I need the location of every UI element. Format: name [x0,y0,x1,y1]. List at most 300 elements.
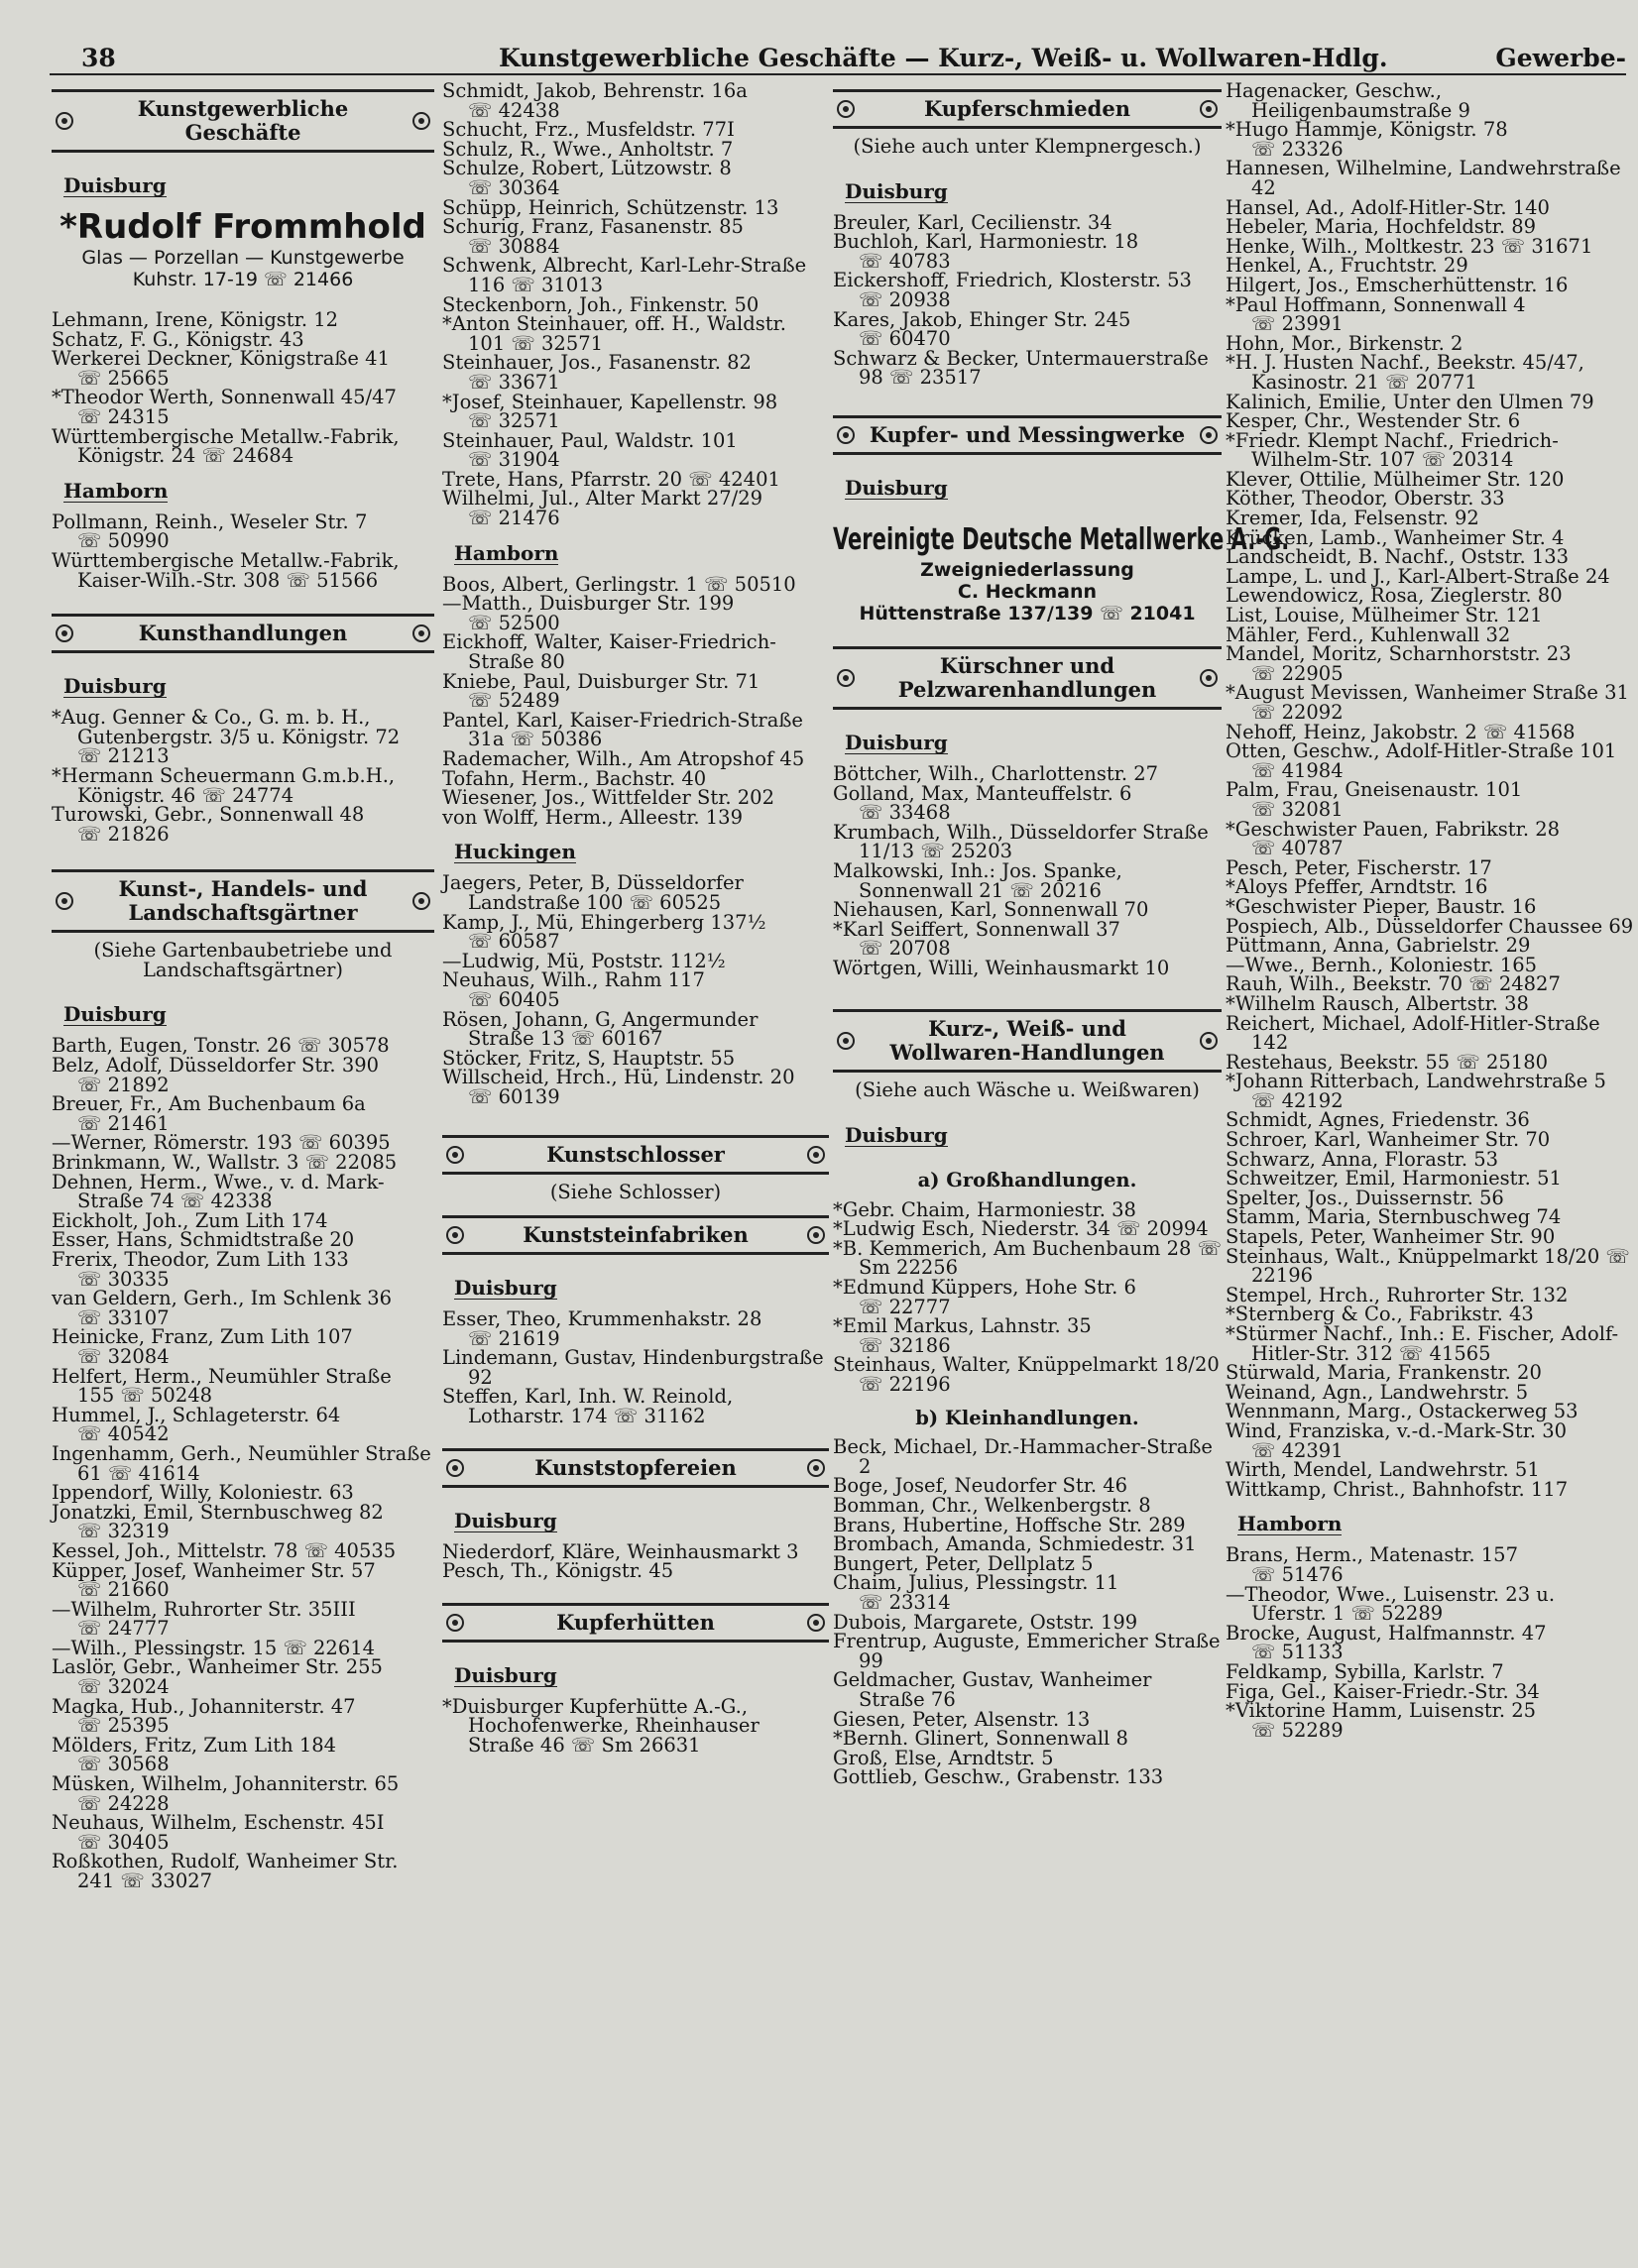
phone-number: ☏ 42438 [468,98,560,122]
directory-entry [442,1309,829,1348]
directory-entry [52,1538,434,1562]
directory-entry [1226,1130,1634,1150]
directory-entry [52,1056,434,1094]
entry-text: Kalinich, Emilie, Unter den Ulmen 79 [1226,390,1594,413]
entry-text: Steinhauer, Paul, Waldstr. 101 [442,428,738,452]
entry-text: Steffen, Karl, Inh. W. Reinold, Lotharstr. 174 ☏ 31162 [442,1385,734,1428]
directory-entry [833,1316,1222,1355]
directory-entry [1226,780,1634,819]
entry-text: Krücken, Lamb., Wanheimer Str. 4 [1226,525,1565,549]
entry-text: Neuhaus, Wilhelm, Eschenstr. 45I [52,1811,385,1835]
phone-number: ☏ 24777 [77,1617,170,1641]
directory-entry [52,512,434,551]
entry-text: Tofahn, Herm., Bachstr. 40 [442,766,707,790]
entry-text: Barth, Eugen, Tonstr. 26 ☏ 30578 [52,1034,390,1058]
location-heading: Duisburg [454,1662,557,1687]
entry-text: —Ludwig, Mü, Poststr. 112½ [442,949,726,972]
entry-text: Mähler, Ferd., Kuhlenwall 32 [1226,623,1511,646]
entry-text: Kares, Jakob, Ehinger Str. 245 [833,307,1131,331]
phone-number: ☏ 60405 [468,987,560,1011]
location-heading: Duisburg [845,730,948,754]
directory-entry [52,1364,434,1408]
entry-text: van Geldern, Gerh., Im Schlenk 36 [52,1287,393,1310]
location-heading: Hamborn [1237,1512,1343,1536]
directory-entry [1226,1324,1634,1363]
entry-text: —Wilhelm, Ruhrorter Str. 35III [52,1597,356,1621]
directory-entry [1226,428,1634,472]
entry-text: Rauh, Wilh., Beekstr. 70 ☏ 24827 [1226,972,1561,996]
directory-entry [1226,606,1634,625]
entry-list [52,310,434,466]
entry-text: Esser, Theo, Krummenhakstr. 28 [442,1307,762,1331]
bullet-icon [1200,1032,1218,1050]
entry-text: Geldmacher, Gustav, Wanheimer Straße 76 [833,1668,1152,1711]
entry-text: Pesch, Th., Königstr. 45 [442,1559,674,1583]
entry-text: Wilhelmi, Jul., Alter Markt 27/29 [442,487,763,510]
ad-line: Kuhstr. 17-19 ☏ 21466 [132,269,354,290]
subsection-heading: a) Großhandlungen. [917,1169,1137,1192]
entry-text: Steinhaus, Walt., Knüppelmarkt 18/20 ☏ 22196 [1226,1244,1630,1288]
page-title: Kunstgewerbliche Geschäfte — Kurz-, Weiß- u. Wollwaren-Hdlg. [499,44,1388,72]
entry-text: Ippendorf, Willy, Koloniestr. 63 [52,1481,354,1505]
entry-text: Neuhaus, Wilh., Rahm 117 [442,968,705,992]
entry-text: Kamp, J., Mü, Ehingerberg 137½ [442,910,766,934]
entry-text: Niederdorf, Kläre, Weinhausmarkt 3 [442,1539,799,1563]
section-heading-kunststein: Kunststeinfabriken [442,1215,829,1255]
bullet-icon [56,112,73,130]
entry-text: Feldkamp, Sybilla, Karlstr. 7 [1226,1659,1504,1683]
directory-entry [833,858,1222,902]
directory-entry [1226,547,1634,567]
entry-text: Frentrup, Auguste, Emmericher Straße 99 [833,1630,1221,1672]
directory-entry [1226,1011,1634,1055]
location-heading: Duisburg [454,1508,557,1532]
directory-entry [442,314,829,353]
entry-text: *Aloys Pfeffer, Arndtstr. 16 [1226,875,1488,899]
directory-entry [1226,1701,1634,1740]
entry-text: Brinkmann, W., Wallstr. 3 ☏ 22085 [52,1151,398,1175]
section-heading-kunststopf: Kunststopfereien [442,1448,829,1488]
cross-reference: (Siehe auch Wäsche u. Weißwaren) [855,1078,1200,1102]
directory-entry [442,805,829,829]
entry-text: —Werner, Römerstr. 193 ☏ 60395 [52,1131,391,1155]
entry-text: Pantel, Karl, Kaiser-Friedrich-Straße 31a ☏ 50386 [442,708,803,751]
phone-number: ☏ 21619 [468,1326,560,1350]
entry-text: —Matth., Duisburger Str. 199 [442,592,735,616]
entry-text: Schroer, Karl, Wanheimer Str. 70 [1226,1128,1551,1152]
section-heading-kunsthandlungen: Kunsthandlungen [52,614,434,653]
location-heading: Duisburg [845,1123,948,1148]
entry-list [442,1539,829,1583]
entry-text: Hohn, Mor., Birkenstr. 2 [1226,331,1463,355]
directory-entry [442,1385,829,1428]
entry-text: Schatz, F. G., Königstr. 43 [52,327,304,351]
entry-text: *Anton Steinhauer, off. H., Waldstr. 101 ☏ 32571 [442,312,786,355]
entry-text: *Edmund Küppers, Hohe Str. 6 [833,1276,1136,1300]
entry-text: *Theodor Werth, Sonnenwall 45/47 [52,386,397,409]
directory-entry [833,1236,1223,1280]
directory-entry [442,749,829,769]
directory-entry [52,708,434,766]
directory-entry [52,1774,434,1813]
entry-text: Eickholt, Joh., Zum Lith 174 [52,1208,328,1232]
entry-text: Wirth, Mendel, Landwehrstr. 51 [1226,1458,1540,1482]
ad-line: Hüttenstraße 137/139 ☏ 21041 [859,602,1196,624]
page-number: 38 [81,44,116,72]
entry-text: *B. Kemmerich, Am Buchenbaum 28 ☏ Sm 22256 [833,1236,1223,1280]
directory-entry [833,1632,1222,1670]
phone-number: ☏ 23326 [1251,137,1344,161]
section-heading-kunstgewerbliche: Kunstgewerbliche Geschäfte [52,89,434,153]
directory-entry [52,349,434,388]
entry-text: Wiesener, Jos., Wittfelder Str. 202 [442,786,774,810]
phone-number: ☏ 32081 [1251,797,1344,821]
directory-entry [1226,1418,1634,1462]
entry-text: Stürwald, Maria, Frankenstr. 20 [1226,1361,1542,1385]
entry-text: *Stürmer Nachf., Inh.: E. Fischer, Adolf-Hitler-Str. 312 ☏ 41565 [1226,1322,1619,1365]
bullet-icon [446,1146,464,1164]
directory-entry [52,1655,434,1699]
phone-number: ☏ 42391 [1251,1438,1344,1462]
entry-text: Breuler, Karl, Cecilienstr. 34 [833,210,1112,234]
phone-number: ☏ 23314 [859,1590,951,1614]
entry-text: Kremer, Ida, Felsenstr. 92 [1226,507,1479,530]
entry-list [442,81,829,528]
directory-entry [1226,1477,1634,1501]
entry-text: *Gebr. Chaim, Harmoniestr. 38 [833,1197,1136,1221]
entry-text: *Hugo Hammje, Königstr. 78 [1226,118,1508,142]
entry-text: *Duisburger Kupferhütte A.-G., Hochofenwerke, Rheinhauser Straße 46 ☏ Sm 26631 [442,1694,760,1758]
directory-entry [1226,877,1634,897]
bullet-icon [807,1146,825,1164]
entry-text: Brocke, August, Halfmannstr. 47 [1226,1621,1547,1644]
ad-name: *Rudolf Frommhold [59,207,426,247]
phone-number: ☏ 21213 [77,744,170,768]
entry-list [442,572,829,829]
bullet-icon [56,624,73,642]
entry-text: *Emil Markus, Lahnstr. 35 [833,1314,1092,1338]
entry-text: Kessel, Joh., Mittelstr. 78 ☏ 40535 [52,1538,397,1562]
entry-text: *Sternberg & Co., Fabrikstr. 43 [1226,1303,1534,1326]
phone-number: ☏ 31904 [468,448,560,472]
entry-text: Brombach, Amanda, Schmiedestr. 31 [833,1532,1197,1556]
directory-entry [1226,1244,1634,1288]
directory-entry [442,390,829,433]
directory-entry [1226,894,1634,918]
entry-text: Eickershoff, Friedrich, Klosterstr. 53 [833,269,1192,292]
directory-entry [1226,991,1634,1015]
entry-text: Schmidt, Agnes, Friedenstr. 36 [1226,1108,1530,1132]
location-heading: Duisburg [845,475,948,500]
directory-entry [52,1441,434,1485]
phone-number: ☏ 32186 [859,1333,951,1357]
entry-text: Schmidt, Jakob, Behrenstr. 16a [442,79,748,102]
phone-number: ☏ 20938 [859,287,951,311]
entry-text: Eickhoff, Walter, Kaiser-Friedrich-Straße 80 [442,630,776,674]
directory-entry [833,956,1222,979]
phone-number: ☏ 50990 [77,529,170,553]
directory-entry [833,1278,1222,1316]
phone-number: ☏ 23991 [1251,312,1344,336]
directory-entry [833,1534,1222,1554]
entry-text: von Wolff, Herm., Alleestr. 139 [442,805,743,829]
entry-text: Stamm, Maria, Sternbuschweg 74 [1226,1205,1562,1229]
entry-text: Böttcher, Wilh., Charlottenstr. 27 [833,761,1159,785]
bullet-icon [837,100,855,118]
entry-text: Rösen, Johann, G, Angermunder Straße 13 ☏ 60167 [442,1007,759,1051]
entry-text: Niehausen, Karl, Sonnenwall 70 [833,898,1149,922]
entry-text: Bungert, Peter, Dellplatz 5 [833,1551,1094,1575]
entry-text: Schucht, Frz., Musfeldstr. 77I [442,118,735,142]
entry-text: Rademacher, Wilh., Am Atropshof 45 [442,747,805,770]
entry-text: Hannesen, Wilhelmine, Landwehrstraße 42 [1226,157,1621,199]
directory-entry [52,388,434,426]
entry-text: *Friedr. Klempt Nachf., Friedrich-Wilhelm-Str. 107 ☏ 20314 [1226,428,1559,472]
phone-number: ☏ 33468 [859,801,951,825]
directory-entry [52,310,434,330]
bullet-icon [837,426,855,444]
entry-text: Reichert, Michael, Adolf-Hitler-Straße 142 [1226,1011,1600,1055]
entry-text: Roßkothen, Rudolf, Wanheimer Str. 241 ☏ 33027 [52,1850,399,1892]
entry-list [833,1197,1223,1396]
location-heading: Huckingen [454,840,576,864]
entry-text: Willscheid, Hrch., Hü, Lindenstr. 20 [442,1066,795,1089]
directory-entry [1226,1072,1634,1110]
directory-entry [1226,217,1634,237]
bullet-icon [446,1226,464,1244]
phone-number: ☏ 52500 [468,611,560,634]
phone-number: ☏ 30364 [468,175,560,199]
entry-list [442,873,829,1106]
phone-number: ☏ 32319 [77,1520,170,1543]
section-heading-kupferschmieden: Kupferschmieden [833,89,1222,129]
phone-number: ☏ 40542 [77,1422,170,1446]
directory-entry [442,910,829,954]
directory-entry [52,1170,434,1213]
entry-text: *Wilhelm Rausch, Albertstr. 38 [1226,991,1529,1015]
phone-number: ☏ 21826 [77,822,170,846]
entry-text: Wittkamp, Christ., Bahnhofstr. 117 [1226,1477,1569,1501]
entry-text: Hummel, J., Schlageterstr. 64 [52,1403,341,1426]
entry-text: Boge, Josef, Neudorfer Str. 46 [833,1474,1128,1498]
location-heading: Duisburg [454,1276,557,1301]
bullet-icon [1200,669,1218,687]
column-1 [52,81,434,2252]
phone-number: ☏ 25665 [77,366,170,390]
entry-text: *August Mevissen, Wanheimer Straße 31 ☏ 22092 [1226,681,1629,724]
phone-number: ☏ 52489 [468,689,560,713]
directory-entry [1226,292,1634,336]
entry-text: Groß, Else, Arndtstr. 5 [833,1746,1054,1769]
phone-number: ☏ 32024 [77,1675,170,1699]
entry-text: Lindemann, Gustav, Hindenburgstraße 92 [442,1346,824,1389]
directory-entry [833,1729,1222,1749]
entry-text: *Hermann Scheuermann G.m.b.H., Königstr. 46 ☏ 24774 [52,763,396,807]
entry-text: Belz, Adolf, Düsseldorfer Str. 390 [52,1054,380,1077]
entry-text: *Geschwister Pauen, Fabrikstr. 28 [1226,817,1561,841]
entry-text: Hansel, Ad., Adolf-Hitler-Str. 140 [1226,195,1550,219]
directory-entry [833,1767,1222,1787]
entry-text: Gottlieb, Geschw., Grabenstr. 133 [833,1765,1164,1789]
directory-entry [833,900,1222,920]
entry-text: Pospiech, Alb., Düsseldorfer Chaussee 69 [1226,914,1634,938]
advertisement-vdm [833,521,1290,624]
entry-text: Stöcker, Fritz, S, Hauptstr. 55 [442,1046,736,1070]
column-4 [1226,81,1634,2252]
directory-entry [833,1219,1222,1239]
bullet-icon [446,1614,464,1632]
bullet-icon [446,1459,464,1477]
phone-number: ☏ 32571 [468,409,560,433]
entry-text: Esser, Hans, Schmidtstraße 20 [52,1228,355,1252]
directory-entry [1226,1460,1634,1480]
directory-entry [1226,1621,1634,1664]
directory-entry [52,1852,434,1890]
entry-text: Giesen, Peter, Alsenstr. 13 [833,1707,1091,1731]
entry-text: Otten, Geschw., Adolf-Hitler-Straße 101 ☏ 41984 [1226,739,1617,782]
phone-number: ☏ 21476 [468,507,560,530]
directory-entry [1226,1545,1634,1584]
phone-number: ☏ 33107 [77,1305,170,1329]
directory-entry [52,1558,434,1602]
directory-entry [1226,353,1634,392]
directory-entry [442,708,829,751]
ad-line: Zweigniederlassung [920,558,1134,581]
directory-entry [1226,411,1634,431]
entry-text: Schweitzer, Emil, Harmoniestr. 51 [1226,1167,1562,1191]
directory-entry [52,1403,434,1446]
entry-text: Schüpp, Heinrich, Schützenstr. 13 [442,195,779,219]
entry-text: Hilgert, Jos., Emscherhüttenstr. 16 [1226,273,1569,296]
phone-number: ☏ 22905 [1251,661,1344,685]
entry-text: Buchloh, Karl, Harmoniestr. 18 [833,230,1139,254]
phone-number: ☏ 33671 [468,370,560,394]
phone-number: ☏ 30884 [468,234,560,258]
bullet-icon [412,892,430,910]
directory-entry [1226,974,1634,994]
bullet-icon [56,892,73,910]
phone-number: ☏ 60587 [468,930,560,954]
entry-text: Brans, Herm., Matenastr. 157 [1226,1543,1518,1567]
phone-number: ☏ 24315 [77,404,170,428]
phone-number: ☏ 21892 [77,1073,170,1096]
entry-text: Steinhaus, Walter, Knüppelmarkt 18/20 ☏ 22196 [833,1353,1220,1396]
entry-text: Schulze, Robert, Lützowstr. 8 [442,157,732,180]
directory-entry [442,1348,829,1387]
section-heading-gaertner: Kunst-, Handels- und Landschaftsgärtner [52,869,434,933]
entry-text: Steckenborn, Joh., Finkenstr. 50 [442,292,760,316]
entry-text: Köther, Theodor, Oberstr. 33 [1226,487,1505,510]
directory-entry [833,781,1222,825]
directory-entry [52,1500,434,1543]
entry-text: *Karl Seiffert, Sonnenwall 37 [833,917,1120,941]
entry-text: Henke, Wilh., Moltkestr. 23 ☏ 31671 [1226,234,1593,258]
bullet-icon [807,1459,825,1477]
section-heading-kuerschner: Kürschner und Pelzwarenhandlungen [833,646,1222,710]
cross-reference: (Siehe auch unter Klempnergesch.) [853,135,1202,158]
entry-text: Wörtgen, Willi, Weinhausmarkt 10 [833,956,1170,979]
directory-entry [1226,273,1634,296]
entry-text: Werkerei Deckner, Königstraße 41 [52,347,390,371]
entry-text: Jonatzki, Emil, Sternbuschweg 82 [52,1500,384,1524]
cross-reference: (Siehe Gartenbaubetriebe und Landschaftsgärtner) [93,939,393,981]
entry-text: Hagenacker, Geschw., Heiligenbaumstraße 9 [1226,79,1470,122]
section-heading-kupferhuetten: Kupferhütten [442,1603,829,1643]
directory-entry [442,1007,829,1051]
directory-entry [833,761,1222,785]
entry-text: Müsken, Wilhelm, Johanniterstr. 65 [52,1772,400,1796]
section-heading-kunstschlosser: Kunstschlosser [442,1135,829,1175]
running-header [50,40,1626,75]
entry-text: Lampe, L. und J., Karl-Albert-Straße 24 [1226,564,1610,588]
directory-entry [52,1289,434,1327]
entry-text: Pesch, Peter, Fischerstr. 17 [1226,855,1492,879]
phone-number: ☏ 21461 [77,1111,170,1135]
directory-entry [52,548,434,592]
directory-entry [833,307,1222,351]
entry-text: Magka, Hub., Johanniterstr. 47 [52,1694,356,1718]
directory-entry [442,1068,829,1106]
phone-number: ☏ 20708 [859,937,951,961]
directory-entry [833,1355,1222,1394]
running-header-right: Gewerbe- [1495,44,1626,72]
entry-text: *Josef, Steinhauer, Kapellenstr. 98 [442,390,778,413]
location-heading: Hamborn [63,478,169,503]
directory-entry [442,1561,829,1581]
directory-entry [52,1327,434,1366]
directory-entry [442,217,829,256]
entry-text: Klever, Ottilie, Mülheimer Str. 120 [1226,467,1565,491]
location-heading: Duisburg [845,178,948,203]
directory-entry [442,669,829,713]
entry-text: Schwarz & Becker, Untermauerstraße 98 ☏ 23517 [833,346,1209,390]
entry-text: Württembergische Metallw.-Fabrik, Kaiser-Wilh.-Str. 308 ☏ 51566 [52,548,400,592]
directory-entry [52,805,434,844]
entry-text: *Ludwig Esch, Niederstr. 34 ☏ 20994 [833,1217,1209,1241]
entry-text: Jaegers, Peter, B, Düsseldorfer Landstraße 100 ☏ 60525 [442,871,744,914]
directory-entry [52,1094,434,1133]
entry-text: Hebeler, Maria, Hochfeldstr. 89 [1226,215,1537,239]
bullet-icon [1200,100,1218,118]
entry-text: Heinicke, Franz, Zum Lith 107 [52,1325,353,1349]
directory-entry [442,81,829,120]
bullet-icon [412,112,430,130]
directory-entry [52,1250,434,1289]
ad-name: Vereinigte Deutsche Metallwerke A.-G. [833,521,1290,557]
entry-text: Püttmann, Anna, Gabrielstr. 29 [1226,934,1531,958]
section-heading-kupfermessing: Kupfer- und Messingwerke [833,415,1222,455]
entry-text: Frerix, Theodor, Zum Lith 133 [52,1248,349,1271]
entry-text: Kniebe, Paul, Duisburger Str. 71 [442,669,760,693]
entry-list [1226,81,1634,1499]
phone-number: ☏ 25395 [77,1714,170,1738]
entry-text: Krumbach, Wilh., Düsseldorfer Straße 11/13 ☏ 25203 [833,820,1209,863]
directory-entry [833,1493,1222,1517]
directory-entry [52,1733,434,1776]
entry-text: Chaim, Julius, Plessingstr. 11 [833,1571,1119,1595]
directory-entry [1226,817,1634,860]
directory-entry [1226,741,1634,780]
directory-entry [52,1813,434,1852]
directory-entry [1226,256,1634,276]
entry-list [52,512,434,590]
directory-entry [442,120,829,140]
phone-number: ☏ 60139 [468,1084,560,1108]
directory-entry [1226,1169,1634,1189]
entry-text: Golland, Max, Manteuffelstr. 6 [833,781,1132,805]
entry-text: Stempel, Hrch., Ruhrorter Str. 132 [1226,1283,1569,1306]
directory-entry [833,1573,1222,1612]
